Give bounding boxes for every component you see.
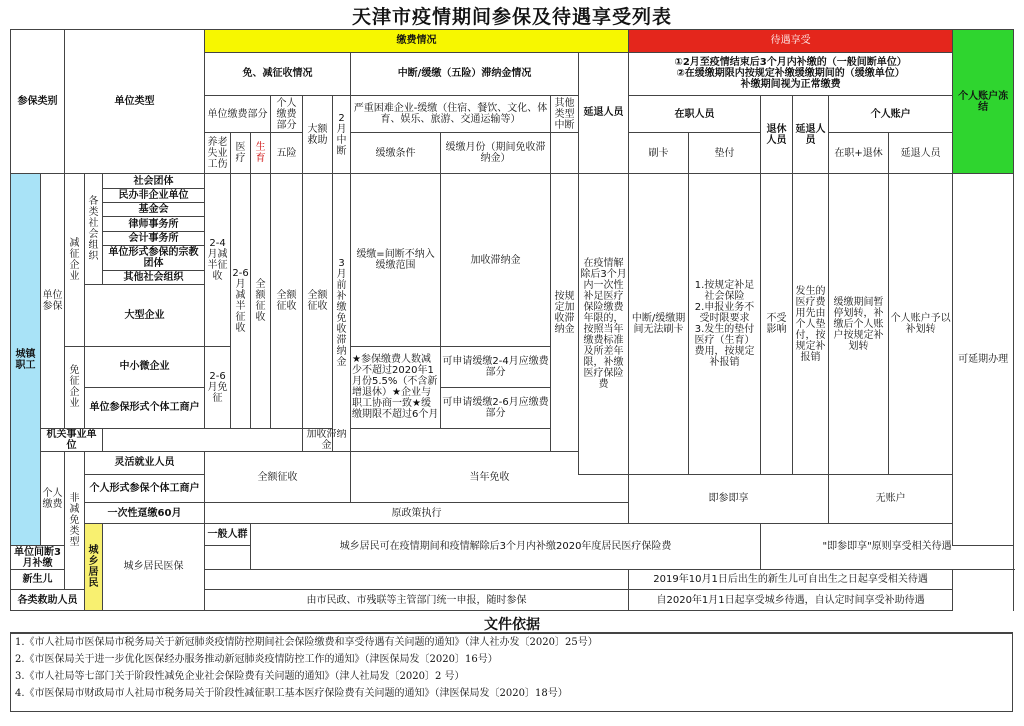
free-feb-jun: 2-6月免征 [205, 346, 231, 428]
gov-label: 机关事业单位 [41, 428, 103, 452]
per-rule-fee: 按规定加收滞纳金 [551, 174, 579, 452]
one-time-label: 一次性趸缴60月 [85, 503, 205, 523]
payment-header: 缴费情况 [205, 30, 629, 53]
benefit-note-1: ①2月至疫情结束后3个月内补缴的（一般间断单位） [674, 57, 907, 69]
defer-24: 可申请缓缴2-4月应缴费部分 [441, 346, 551, 387]
docs-list [10, 632, 1013, 712]
original: 原政策执行 [205, 503, 629, 523]
five-insurance-header: 五险 [271, 133, 303, 174]
policy-table [10, 29, 1014, 611]
other-interrupt-header: 其他类型中断 [551, 95, 579, 133]
insured-type-header: 参保类别 [11, 30, 65, 174]
extended-person-header: 延退人员 [889, 133, 953, 174]
newborn-label: 新生儿 [11, 569, 65, 589]
docs-title: 文件依据 [484, 617, 540, 633]
hard-hit-header: 严重困难企业-缓缴（住宿、餐饮、文化、体育、娱乐、旅游、交通运输等） [351, 95, 551, 133]
org-lawyer: 律师事务所 [128, 218, 179, 230]
doc-item: 1.《市人社局市医保局市税务局关于新冠肺炎疫情防控期间社会保险缴费和享受待遇有关问题的通知》（津人社办发〔2020〕25号） [15, 637, 598, 648]
defer-month-header: 缓缴月份（期间免收滞纳金） [441, 133, 551, 174]
card-note: 中断/缓缴期间无法刷卡 [629, 174, 689, 474]
half-feb-jun: 2-6月减半征收 [231, 174, 251, 428]
newborn-empty [205, 569, 629, 589]
advance-header: 垫付 [689, 133, 761, 174]
advance-note-2: 2.申报业务不受时限要求 [694, 302, 755, 325]
half-feb-apr: 2-4月减半征收 [205, 174, 231, 346]
defer-interrupt: 缓缴=间断不纳入缓缴范围 [351, 174, 441, 346]
medical-header: 医疗 [231, 133, 251, 174]
personal-part-header: 个人缴费部分 [271, 95, 303, 133]
doc-item: 3.《市人社局等七部门关于阶段性减免企业社会保险费有关问题的通知》（津人社局发〔2020〕2 号） [15, 671, 465, 682]
full-medical: 全额征收 [251, 174, 271, 428]
unit-part-header: 单位缴费部分 [205, 95, 271, 133]
org-item: 社会团体 [103, 174, 205, 188]
extend-ok: 可延期办理 [953, 174, 1014, 546]
defer-cond-text: ★参保缴费人数减少不超过2020年1月份5.5%（不含新增退休）★企业与职工协商一致★缓缴期限不超过6个月 [351, 346, 441, 428]
advance-note-3: 3.发生的垫付医疗（生育）费用，按规定补报销 [694, 324, 755, 369]
sme-label: 中小微企业 [85, 346, 205, 387]
full-personal: 全额征收 [205, 452, 351, 503]
employed-header: 在职人员 [629, 95, 761, 133]
card-header: 刷卡 [629, 133, 689, 174]
late-fee: 加收滞纳金 [441, 174, 551, 346]
org-item: 单位形式参保的宗教团体 [103, 246, 205, 271]
late-fee-gov: 加收滞纳金 [303, 428, 351, 452]
makeup-note: 3月前补缴免收滞纳金 [333, 174, 351, 452]
org-item: 基金会 [103, 203, 205, 217]
unit-insured-label: 单位参保 [41, 174, 65, 428]
urban-employee-label: 城镇职工 [11, 174, 41, 546]
defer-26: 可申请缓缴2-6月应缴费部分 [441, 387, 551, 428]
individual-biz-label: 单位参保形式个体工商户 [85, 387, 205, 428]
org-item [103, 217, 205, 231]
no-account: 无账户 [829, 474, 953, 523]
unit-type-header: 单位类型 [65, 30, 205, 174]
advance-note-1: 1.按规定补足社会保险 [694, 280, 755, 303]
full-aid: 全额征收 [303, 174, 333, 428]
retire-header: 延退人员 [579, 52, 629, 174]
resident-pay: 城乡居民可在疫情期间和疫情解除后3个月内补缴2020年度居民医疗保险费 [251, 523, 761, 569]
full-five: 全额征收 [271, 174, 303, 428]
maternity-header: 生育 [251, 133, 271, 174]
non-reduced-label: 非减免类型 [65, 452, 85, 590]
resident-label: 城乡居民 [85, 523, 103, 610]
exempt-ent-label: 免征企业 [65, 346, 85, 428]
org-item: 会计事务所 [103, 231, 205, 245]
gov-empty [103, 428, 303, 452]
large-aid-header: 大额救助 [303, 95, 333, 174]
benefit-header: 待遇享受 [629, 30, 953, 53]
doc-item: 2.《市医保局关于进一步优化医保经办服务推动新冠肺炎疫情防控工作的通知》（津医保局发〔2020〕16号） [15, 654, 498, 665]
benefit-note-3: 补缴期间视为正常缴费 [740, 79, 841, 91]
individual-person-label: 个人形式参保个体工商户 [85, 474, 205, 503]
benefit-note-2: ②在缓缴期限内按规定补缴缓缴期间的（缓缴单位） [676, 68, 905, 80]
extended-header: 延退人员 [793, 95, 829, 174]
resident-rule: "即参即享"原则享受相关待遇 [761, 523, 1014, 569]
advance-note [689, 174, 761, 474]
unit-gap-label: 单位间断3月补缴 [11, 546, 65, 570]
resident-ins-label: 城乡居民医保 [103, 523, 205, 610]
free-year: 当年免收 [351, 452, 629, 503]
account-freeze-header: 个人账户冻结 [953, 30, 1014, 174]
immediate: 即参即享 [629, 474, 829, 523]
personal-account-header: 个人账户 [829, 95, 953, 133]
aid-pay: 由市民政、市残联等主管部门统一申报，随时参保 [205, 590, 629, 611]
extended-note: 发生的医疗费用先由个人垫付，按规定补报销 [793, 174, 829, 474]
general-label: 一般人群 [205, 523, 251, 546]
acct-note: 缓缴期间暂停划转，补缴后个人账户按规定补划转 [829, 174, 889, 474]
aid-rule: 自2020年1月1日起享受城乡待遇，自认定时间享受补助待遇 [629, 590, 953, 611]
exempt-title: 免、减征收情况 [205, 52, 351, 95]
on-job-retire-header: 在职+退休 [829, 133, 889, 174]
newborn-rule: 2019年10月1日后出生的新生儿可自出生之日起享受相关待遇 [629, 569, 953, 589]
page-title: 天津市疫情期间参保及待遇享受列表 [351, 6, 672, 28]
flexible-label: 灵活就业人员 [85, 452, 205, 475]
feb-interrupt-header: 2月中断 [333, 95, 351, 174]
personal-insured-label: 个人缴费 [41, 452, 65, 546]
reduced-ent-label: 减征企业 [65, 174, 85, 346]
interrupt-title: 中断/缓缴（五险）滞纳金情况 [351, 52, 579, 95]
org-item: 民办非企业单位 [103, 188, 205, 202]
acct-retire: 个人账户予以补划转 [889, 174, 953, 474]
retire-note: 在疫情解除后3个月内一次性补足医疗保险缴费年限的，按照当年缴费标准及所差年限，补缴医疗保险费 [579, 174, 629, 474]
benefit-notes [629, 52, 953, 95]
doc-item: 4.《市医保局市财政局市人社局市税务局关于阶段性减征职工基本医疗保险费有关问题的通知》（津医保局发〔2020〕18号） [15, 688, 568, 699]
large-ent-label: 大型企业 [85, 285, 205, 346]
aid-label: 各类救助人员 [11, 590, 85, 611]
defer-cond-header: 缓缴条件 [351, 133, 441, 174]
no-effect: 不受影响 [761, 174, 793, 474]
pension-header: 养老失业工伤 [205, 133, 231, 174]
other-interrupt-empty [551, 133, 579, 174]
org-item: 其他社会组织 [103, 270, 205, 284]
social-orgs-label: 各类社会组织 [85, 174, 103, 285]
retired-header: 退休人员 [761, 95, 793, 174]
